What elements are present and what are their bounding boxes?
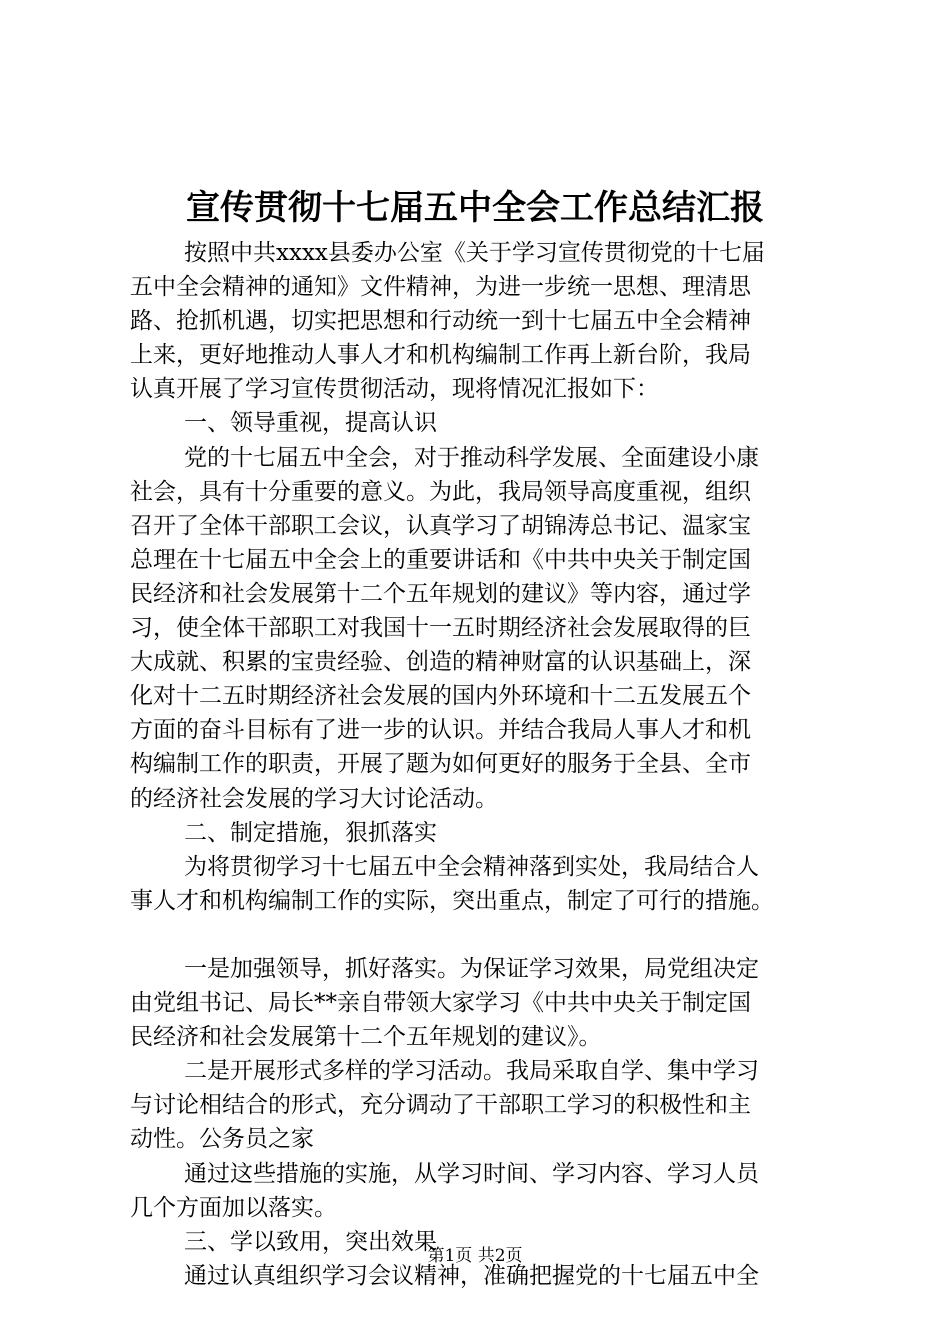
document-body [130,236,840,1293]
paragraph-line: 习，使全体干部职工对我国十一五时期经济社会发展取得的巨 [130,615,751,642]
paragraph-line: 由党组书记、局长**亲自带领大家学习《中共中央关于制定国 [130,990,751,1017]
paragraph-line: 民经济和社会发展第十二个五年规划的建议》等内容，通过学 [130,580,751,607]
document-title: 宣传贯彻十七届五中全会工作总结汇报 [186,188,764,228]
paragraph-line: 总理在十七届五中全会上的重要讲话和《中共中央关于制定国 [130,546,751,573]
section-heading: 一、领导重视，提高认识 [184,410,437,437]
page-number: 第1页 共2页 [427,1246,523,1266]
paragraph-line: 上来，更好地推动人事人才和机构编制工作再上新台阶，我局 [130,342,751,369]
paragraph-line: 与讨论相结合的形式，充分调动了干部职工学习的积极性和主 [130,1092,751,1119]
paragraph-line: 化对十二五时期经济社会发展的国内外环境和十二五发展五个 [130,683,751,710]
paragraph-line: 召开了全体干部职工会议，认真学习了胡锦涛总书记、温家宝 [130,512,751,539]
paragraph-line: 社会，具有十分重要的意义。为此，我局领导高度重视，组织 [130,478,751,505]
paragraph-line: 民经济和社会发展第十二个五年规划的建议》。 [130,1024,602,1051]
paragraph-line: 大成就、积累的宝贵经验、创造的精神财富的认识基础上，深 [130,649,751,676]
paragraph-line: 事人才和机构编制工作的实际，突出重点，制定了可行的措施。 [130,887,774,914]
paragraph-line: 构编制工作的职责，开展了题为如何更好的服务于全县、全市 [130,751,751,778]
paragraph-line: 动性。公务员之家 [130,1126,314,1153]
paragraph-line: 党的十七届五中全会，对于推动科学发展、全面建设小康 [184,444,759,471]
paragraph-line: 按照中共xxxx县委办公室《关于学习宣传贯彻党的十七届 [184,240,765,266]
paragraph-line: 方面的奋斗目标有了进一步的认识。并结合我局人事人才和机 [130,717,751,744]
section-heading: 二、制定措施，狠抓落实 [184,819,437,846]
paragraph-line: 通过这些措施的实施，从学习时间、学习内容、学习人员 [184,1160,759,1187]
paragraph-line: 一是加强领导，抓好落实。为保证学习效果，局党组决定 [184,955,759,982]
paragraph-line: 认真开展了学习宣传贯彻活动，现将情况汇报如下： [130,376,659,403]
paragraph-gap [130,918,840,952]
paragraph-line: 为将贯彻学习十七届五中全会精神落到实处，我局结合人 [184,853,759,880]
paragraph-line: 路、抢抓机遇，切实把思想和行动统一到十七届五中全会精神 [130,308,751,335]
paragraph-line: 几个方面加以落实。 [130,1194,337,1221]
paragraph-line: 五中全会精神的通知》文件精神，为进一步统一思想、理清思 [130,274,751,301]
section-heading: 三、学以致用，突出效果 [184,1228,437,1255]
paragraph-line: 二是开展形式多样的学习活动。我局采取自学、集中学习 [184,1058,759,1085]
page-footer [0,1244,950,1268]
paragraph-line: 通过认真组织学习会议精神，准确把握党的十七届五中全 [184,1262,759,1289]
paragraph-line: 的经济社会发展的学习大讨论活动。 [130,785,498,812]
